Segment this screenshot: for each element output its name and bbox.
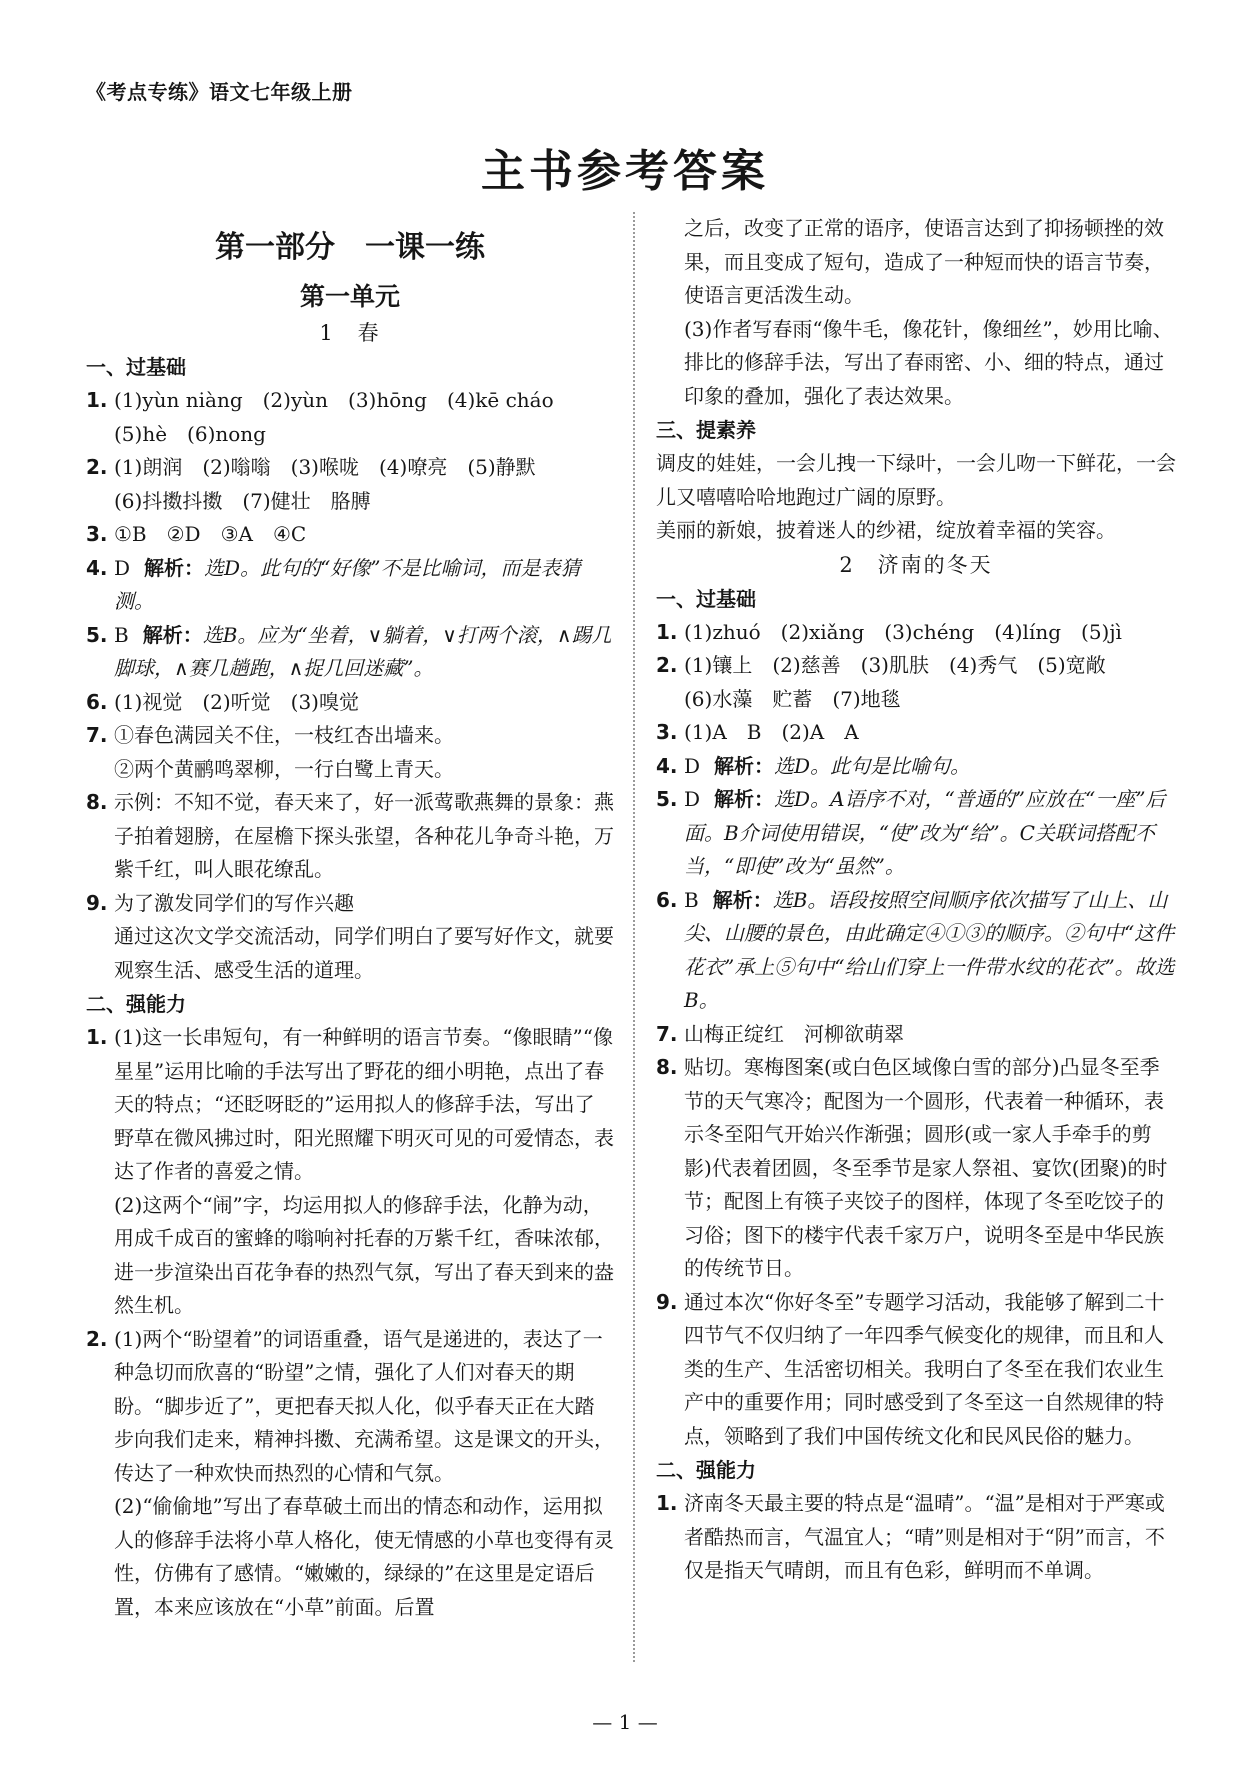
- answer-item: [86, 887, 614, 988]
- item-number: 6.: [86, 689, 108, 714]
- section-heading: 一、过基础: [656, 586, 756, 611]
- answer-item: [86, 451, 614, 518]
- answer-text: 示例：不知不觉，春天来了，好一派莺歌燕舞的景象：燕子拍着翅膀，在屋檐下探头张望，各种花儿争奇斗艳，万紫千红，叫人眼花缭乱。: [114, 790, 614, 881]
- lesson-2-title: 2 济南的冬天: [839, 552, 993, 577]
- answer-line: ②两个黄鹂鸣翠柳，一行白鹭上青天。: [114, 756, 454, 781]
- item-number: 6.: [656, 887, 678, 912]
- item-number: 3.: [86, 522, 108, 546]
- answer-item: [656, 783, 1176, 884]
- analysis-label: 解析：: [142, 622, 203, 647]
- item-number: 2.: [86, 1326, 108, 1351]
- item-number: 1.: [656, 619, 678, 644]
- answer-choice: D: [684, 753, 701, 778]
- answer-text: 通过本次“你好冬至”专题学习活动，我能够了解到二十四节气不仅归纳了一年四季气候变化的规律，而且和人类的生产、生活密切相关。我明白了冬至在我们农业生产中的重要作用；同时感受到了冬至这一自然规律的特点，领略到了我们中国传统文化和民风民俗的魅力。: [684, 1289, 1165, 1448]
- answer-text: (1)zhuó (2)xiǎng (3)chéng (4)líng (5)jì: [684, 619, 1122, 644]
- answer-text: 山梅正绽红 河柳欲萌翠: [684, 1021, 904, 1046]
- answer-line: 通过这次文学交流活动，同学们明白了要写好作文，就要观察生活、感受生活的道理。: [114, 924, 614, 982]
- answer-item: [86, 786, 614, 887]
- answer-item: [656, 649, 1176, 716]
- item-number: 4.: [656, 753, 678, 778]
- answer-line: 为了激发同学们的写作兴趣: [114, 890, 354, 915]
- answer-choice: D: [114, 555, 131, 580]
- answer-text: (1)视觉 (2)听觉 (3)嗅觉: [114, 689, 359, 714]
- answer-line: (6)抖擞抖擞 (7)健壮 胳膊: [114, 488, 371, 513]
- lesson-1-title: 1 春: [319, 321, 381, 345]
- answer-paragraph: (1)两个“盼望着”的词语重叠，语气是递进的，表达了一种急切而欣喜的“盼望”之情，强化了人们对春天的期盼。“脚步近了”，更把春天拟人化，似乎春天正在大踏步向我们走来，精神抖擞、充满希望。这是课文的开头，传达了一种欢快而热烈的心情和气氛。: [114, 1326, 614, 1485]
- analysis-text: 选D。A语序不对，“普通的”应放在“一座”后面。B介词使用错误，“使”改为“给”。C关联词搭配不当，“即使”改为“虽然”。: [684, 787, 1166, 878]
- page-number: — 1 —: [592, 1710, 658, 1734]
- answer-paragraph: (2)这两个“闹”字，均运用拟人的修辞手法，化静为动，用成千成百的蜜蜂的嗡响衬托春的万紫千红，香味浓郁，进一步渲染出百花争春的热烈气氛，写出了春天到来的盎然生机。: [114, 1192, 614, 1317]
- answer-item: [656, 716, 1176, 750]
- answer-choice: B: [684, 887, 699, 912]
- analysis-text: 选D。此句的“好像”不是比喻词，而是表猜测。: [114, 555, 581, 613]
- analysis-text: 选B。应为“坐着，∨躺着，∨打两个滚，∧踢几脚球，∧赛几趟跑，∧捉几回迷藏”。: [114, 622, 612, 680]
- section-heading: 二、强能力: [86, 992, 186, 1016]
- item-number: 2.: [86, 455, 108, 479]
- item-number: 5.: [656, 787, 678, 811]
- answer-item: [86, 719, 614, 786]
- item-number: 3.: [656, 720, 678, 744]
- item-number: 4.: [86, 555, 108, 580]
- answer-item: [656, 1051, 1176, 1286]
- answer-choice: B: [114, 622, 129, 647]
- left-column: [86, 212, 614, 1624]
- section-heading: 二、强能力: [656, 1458, 756, 1482]
- answer-line: (1)镶上 (2)慈善 (3)肌肤 (4)秀气 (5)宽敞: [684, 653, 1106, 677]
- answer-item: [656, 884, 1176, 1018]
- answer-continuation: 之后，改变了正常的语序，使语言达到了抑扬顿挫的效果，而且变成了短句，造成了一种短而快的语言节奏，使语言更活泼生动。: [684, 216, 1164, 307]
- answer-item: [656, 1286, 1176, 1454]
- item-number: 7.: [656, 1021, 678, 1046]
- answer-item: [86, 552, 614, 619]
- answer-item: [86, 1323, 614, 1625]
- answer-item: [86, 619, 614, 686]
- item-number: 8.: [656, 1055, 678, 1079]
- analysis-label: 解析：: [714, 753, 775, 778]
- answer-text: (1)A B (2)A A: [684, 720, 859, 744]
- section-heading: 三、提素养: [656, 418, 756, 442]
- answer-item: [656, 616, 1176, 650]
- analysis-text: 选B。语段按照空间顺序依次描写了山上、山尖、山腰的景色，由此确定④①③的顺序。②句中“这件花衣”承上⑤句中“给山们穿上一件带水纹的花衣”。故选B。: [684, 887, 1175, 1012]
- part-title: 第一部分 一课一练: [215, 230, 485, 265]
- item-number: 5.: [86, 622, 108, 647]
- answer-line: (5)hè (6)nong: [114, 421, 266, 446]
- analysis-text: 选D。此句是比喻句。: [774, 753, 971, 778]
- answer-line: (1)朗润 (2)嗡嗡 (3)喉咙 (4)嘹亮 (5)静默: [114, 455, 536, 479]
- answer-line: (1)yùn niàng (2)yùn (3)hōng (4)kē cháo: [114, 388, 554, 412]
- answer-text: 济南冬天最主要的特点是“温晴”。“温”是相对于严寒或者酷热而言，气温宜人；“晴”则是相对于“阴”而言，不仅是指天气晴朗，而且有色彩，鲜明而不单调。: [684, 1491, 1165, 1582]
- right-column: [656, 212, 1176, 1588]
- item-number: 7.: [86, 723, 108, 747]
- answer-item: [656, 750, 1176, 784]
- item-number: 1.: [86, 1025, 108, 1049]
- item-number: 8.: [86, 790, 108, 814]
- sample-sentence: 美丽的新娘，披着迷人的纱裙，绽放着幸福的笑容。: [656, 518, 1116, 542]
- item-number: 9.: [656, 1289, 678, 1314]
- answer-paragraph: (1)这一长串短句，有一种鲜明的语言节奏。“像眼睛”“像星星”运用比喻的手法写出了野花的细小明艳，点出了春天的特点；“还眨呀眨的”运用拟人的修辞手法，写出了野草在微风拂过时，阳光照耀下明灭可见的可爱情态，表达了作者的喜爱之情。: [114, 1025, 614, 1183]
- analysis-label: 解析：: [712, 887, 773, 912]
- item-number: 9.: [86, 890, 108, 915]
- answer-item: [86, 518, 614, 552]
- page-title: 主书参考答案: [481, 146, 769, 197]
- answer-paragraph: (2)“偷偷地”写出了春草破土而出的情态和动作，运用拟人的修辞手法将小草人格化，使无情感的小草也变得有灵性，仿佛有了感情。“嫩嫩的，绿绿的”在这里是定语后置，本来应该放在“小草”前面。后置: [114, 1494, 614, 1619]
- answer-item: [86, 686, 614, 720]
- answer-paragraph: (3)作者写春雨“像牛毛，像花针，像细丝”，妙用比喻、排比的修辞手法，写出了春雨密、小、细的特点，通过印象的叠加，强化了表达效果。: [684, 316, 1173, 408]
- answer-choice: D: [684, 787, 701, 811]
- answer-item: [86, 384, 614, 451]
- unit-title: 第一单元: [299, 282, 400, 311]
- column-divider: [633, 212, 635, 1662]
- section-heading: 一、过基础: [86, 355, 186, 379]
- answer-item: [656, 1487, 1176, 1588]
- item-number: 1.: [656, 1491, 678, 1515]
- item-number: 1.: [86, 388, 108, 412]
- answer-item: [656, 1018, 1176, 1052]
- analysis-label: 解析：: [714, 787, 775, 811]
- answer-line: ①春色满园关不住，一枝红杏出墙来。: [114, 723, 454, 747]
- sample-sentence: 调皮的娃娃，一会儿拽一下绿叶，一会儿吻一下鲜花，一会儿又嘻嘻哈哈地跑过广阔的原野。: [656, 451, 1176, 509]
- analysis-label: 解析：: [144, 555, 205, 580]
- book-header: 《考点专练》语文七年级上册: [86, 80, 353, 104]
- item-number: 2.: [656, 653, 678, 677]
- answer-text: 贴切。寒梅图案(或白色区域像白雪的部分)凸显冬至季节的天气寒冷；配图为一个圆形，代表着一种循环，表示冬至阳气开始兴作渐强；圆形(或一家人手牵手的剪影)代表着团圆，冬至季节是家人祭祖、宴饮(团聚)的时节；配图上有筷子夹饺子的图样，体现了冬至吃饺子的习俗；图下的楼宇代表千家万户，说明冬至是中华民族的传统节日。: [684, 1055, 1168, 1280]
- answer-text: ①B ②D ③A ④C: [114, 522, 307, 546]
- answer-item: [86, 1021, 614, 1323]
- answer-line: (6)水藻 贮蓄 (7)地毯: [684, 686, 901, 711]
